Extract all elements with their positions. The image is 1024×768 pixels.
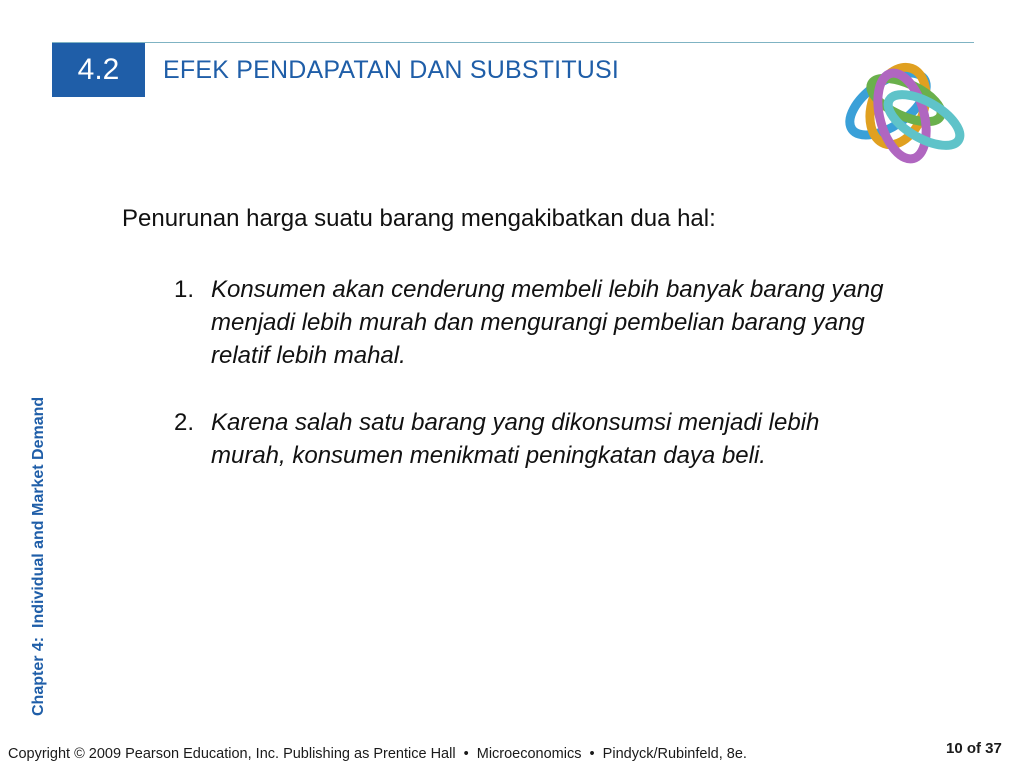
header-divider xyxy=(52,42,974,43)
slide-body xyxy=(122,202,892,472)
list-item-number: 1. xyxy=(174,276,195,303)
list-item xyxy=(174,273,892,372)
list-item-number: 2. xyxy=(174,409,195,436)
chapter-side-label: Chapter 4: Individual and Market Demand xyxy=(30,396,47,716)
list-item-text: Karena salah satu barang yang dikonsumsi menjadi lebih murah, konsumen menikmati peningkatan daya beli. xyxy=(211,409,820,469)
section-number-badge: 4.2 xyxy=(52,43,145,97)
footer-copyright: Copyright © 2009 Pearson Education, Inc. Publishing as Prentice Hall • Microeconomics • Pindyck/Rubinfeld, 8e. xyxy=(8,746,747,762)
intro-text: Penurunan harga suatu barang mengakibatkan dua hal: xyxy=(122,205,716,232)
list-item xyxy=(174,406,892,472)
page-number: 10 of 37 xyxy=(946,740,1002,757)
numbered-list xyxy=(122,273,892,472)
list-item-text: Konsumen akan cenderung membeli lebih banyak barang yang menjadi lebih murah dan mengurangi pembelian barang yang relatif lebih mahal. xyxy=(211,276,884,369)
interlocking-rings-icon xyxy=(826,46,974,176)
slide-title: EFEK PENDAPATAN DAN SUBSTITUSI xyxy=(163,56,620,84)
